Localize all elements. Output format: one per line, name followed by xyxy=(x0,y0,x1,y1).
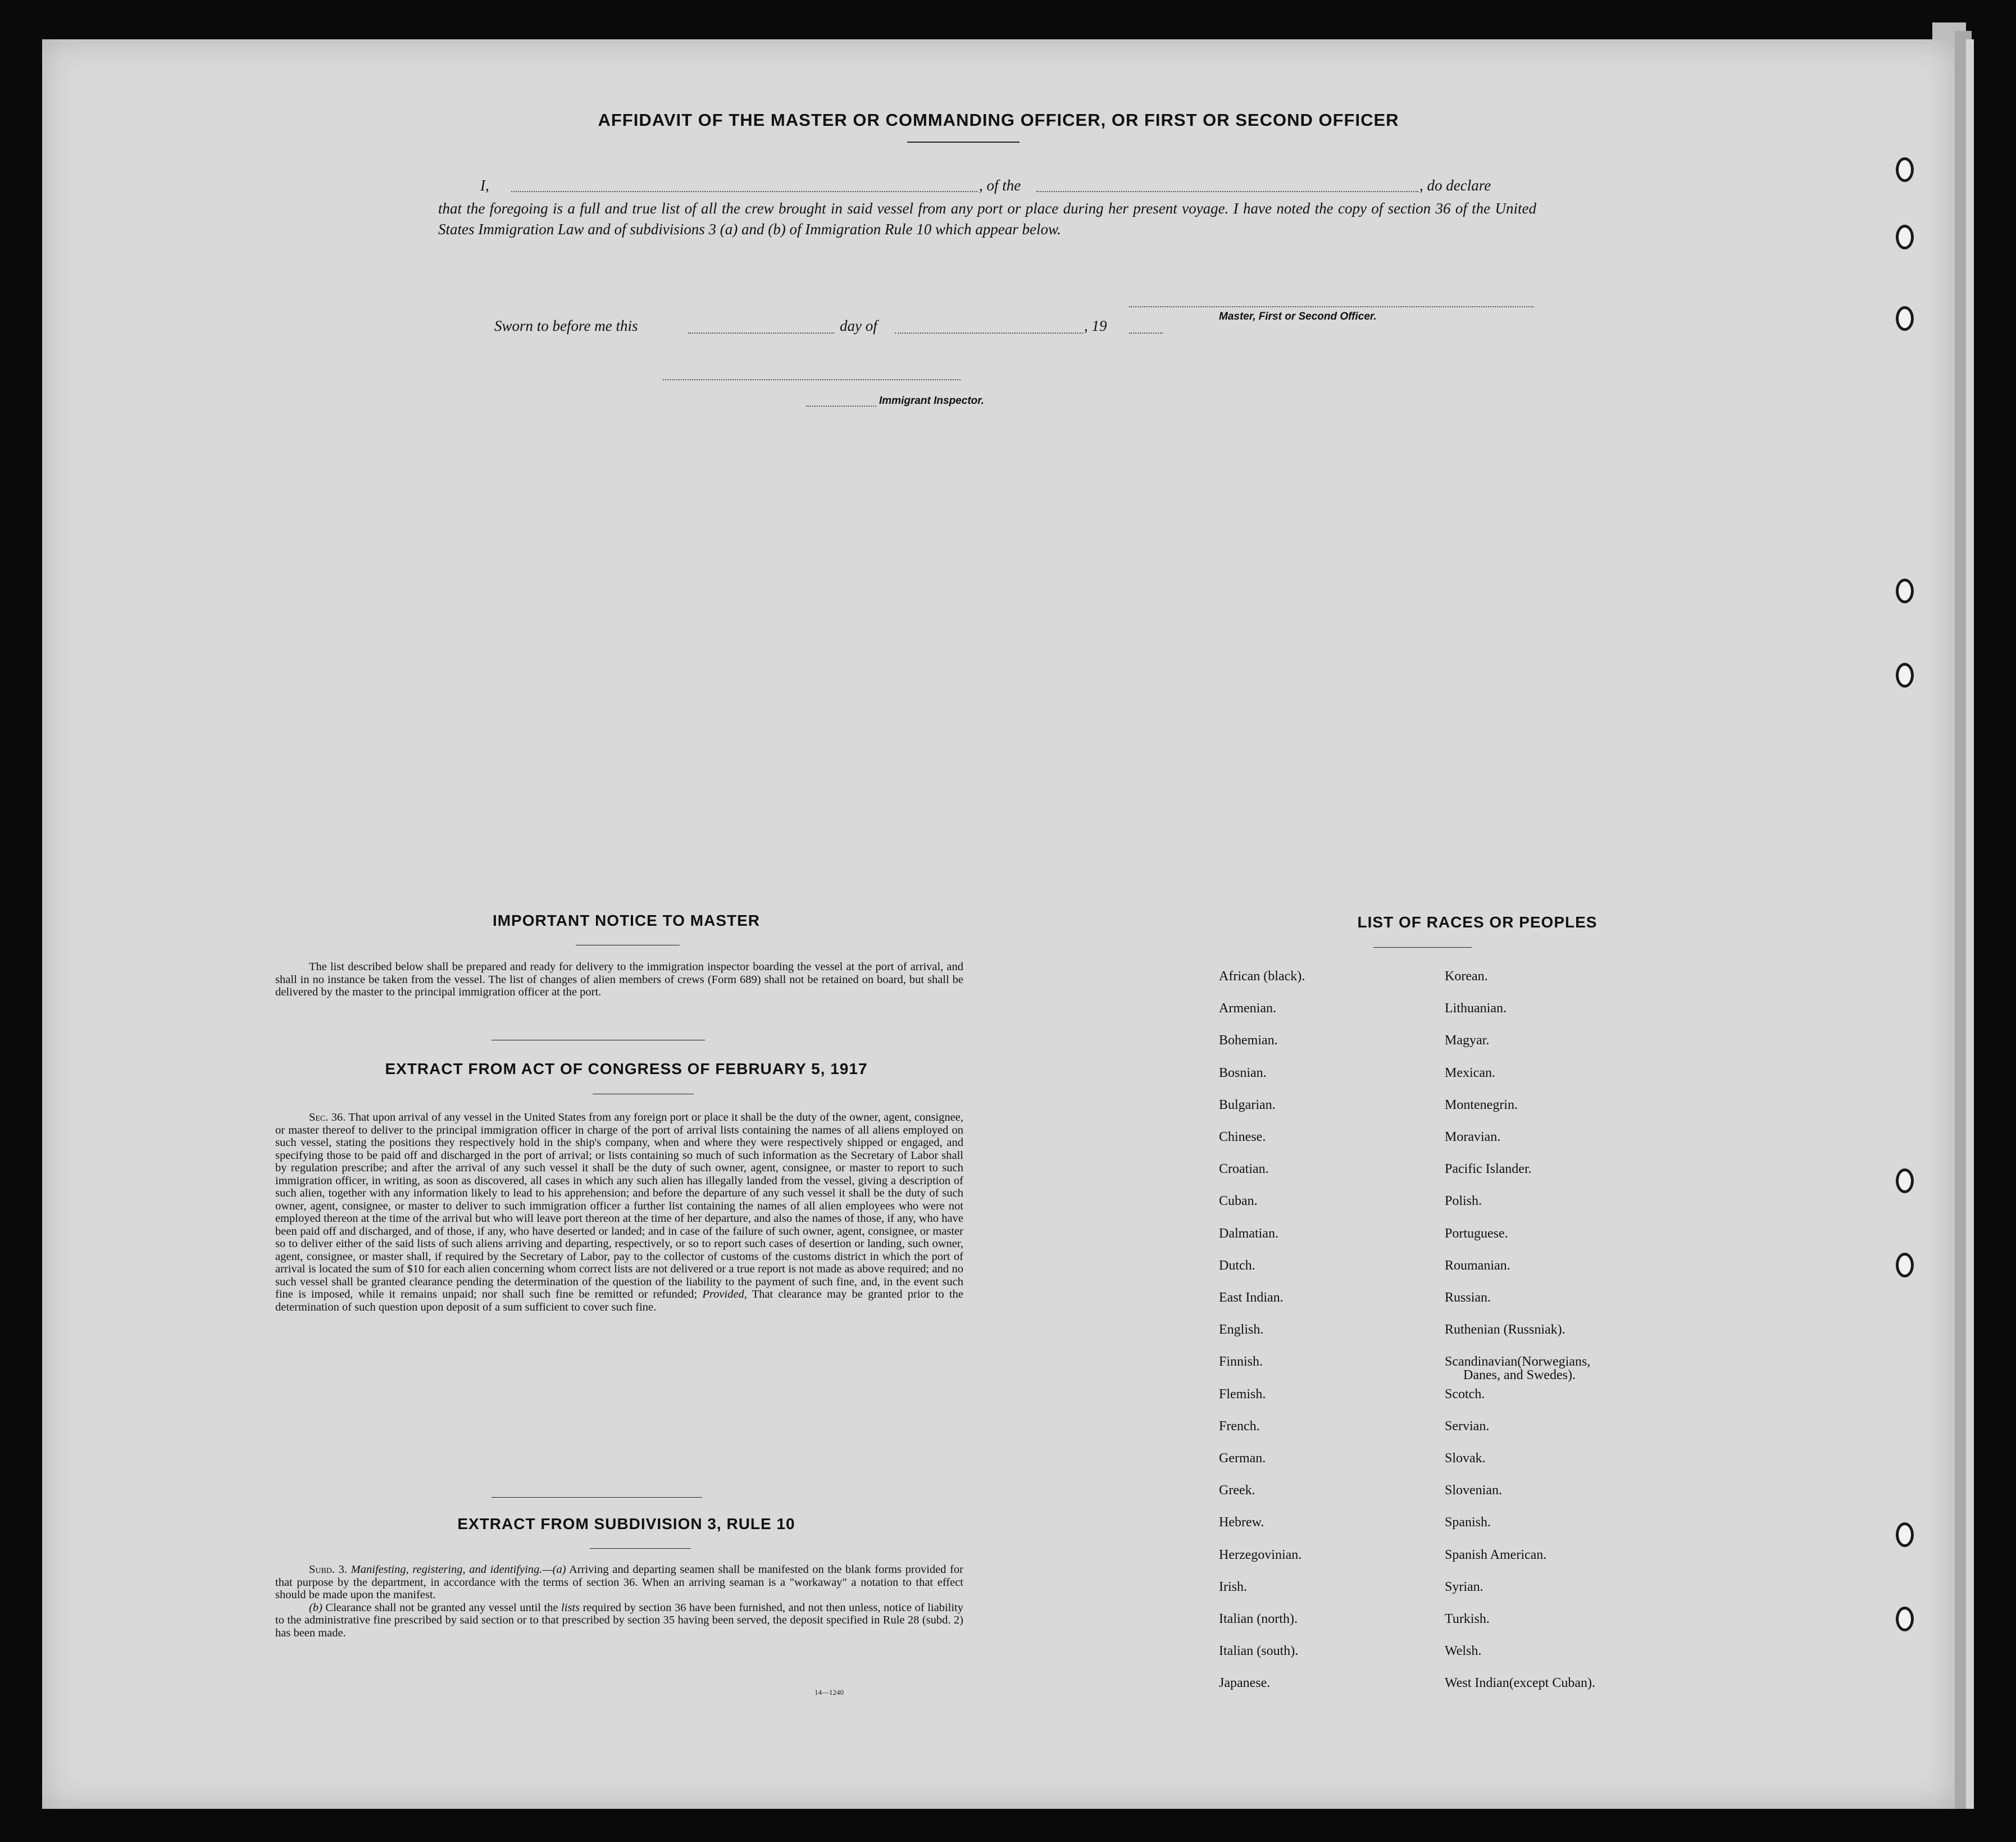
rule-text-b1: Clearance shall not be granted any vessel until the xyxy=(325,1601,558,1614)
notice-section xyxy=(275,961,963,999)
race-item: Moravian. xyxy=(1445,1130,1501,1144)
sworn-year-field[interactable] xyxy=(1129,333,1163,334)
race-item: Finnish. xyxy=(1219,1354,1263,1370)
race-item: Irish. xyxy=(1219,1579,1247,1594)
race-item: Lithuanian. xyxy=(1445,1001,1507,1016)
race-item: Scotch. xyxy=(1445,1386,1485,1402)
race-item: Cuban. xyxy=(1219,1194,1258,1209)
rule-text-b2: required by section 36 have been furnished, and not then unless, notice of liability to the administrative fine prescribed by said section or to that prescribed by section 35 having been served, the deposit specified in Rule 28 (subd. 2) has been made. xyxy=(275,1601,963,1639)
rule-title-underline xyxy=(590,1548,691,1549)
race-item: Chinese. xyxy=(1219,1130,1266,1144)
race-item: Servian. xyxy=(1445,1418,1490,1434)
race-item: Turkish. xyxy=(1445,1612,1490,1626)
section-divider xyxy=(492,1497,702,1498)
act-extract-text xyxy=(275,1111,963,1313)
declarant-name-field[interactable] xyxy=(511,191,977,192)
lists-word: lists xyxy=(561,1601,580,1614)
race-item: Italian (south). xyxy=(1219,1644,1299,1659)
race-item: Dutch. xyxy=(1219,1258,1255,1273)
race-item: Mexican. xyxy=(1445,1065,1495,1080)
punch-hole-icon xyxy=(1896,225,1914,249)
rule-text-a: Arriving and departing seamen shall be manifested on the blank forms provided for that purpose by the department, in accordance with the terms of section 36. When an arriving seaman is a "workaway" a notation to that effect should be made upon the manifest. xyxy=(275,1563,963,1601)
inspector-signature-label: Immigrant Inspector. xyxy=(879,395,984,407)
vessel-name-field[interactable] xyxy=(1036,191,1418,192)
punch-hole-icon xyxy=(1896,157,1914,182)
sworn-day-field[interactable] xyxy=(688,333,834,334)
punch-hole-icon xyxy=(1896,1168,1914,1193)
master-signature-label: Master, First or Second Officer. xyxy=(1219,311,1377,322)
race-item: Syrian. xyxy=(1445,1579,1483,1594)
notice-title: IMPORTANT NOTICE TO MASTER xyxy=(492,912,761,929)
punch-hole-icon xyxy=(1896,1607,1914,1631)
affidavit-i-label: I, xyxy=(480,177,489,194)
sworn-month-field[interactable] xyxy=(895,333,1083,334)
race-item: Korean. xyxy=(1445,969,1488,984)
races-title-underline xyxy=(1373,947,1472,948)
inspector-lead-dots xyxy=(806,406,876,407)
notice-text: The list described below shall be prepared and ready for delivery to the immigration inspector boarding the vessel at the port of arrival, and shall in no instance be taken from the vessel. The list of changes of alien members of crews (Form 689) shall not be retained on board, but shall be delivered by the master to the principal immigration officer at the port. xyxy=(275,961,963,998)
subd-label: Subd. 3. xyxy=(309,1563,348,1576)
punch-hole-icon xyxy=(1896,306,1914,331)
title-underline xyxy=(907,142,1020,143)
act-text-main: That upon arrival of any vessel in the United States from any foreign port or place it shall be the duty of the owner, agent, consignee, or master thereof to deliver to the principal immigration officer in charge of the port of arrival lists containing the names of all aliens employed on such vessel, stating the positions they respectively hold in the ship's company, when and where they were respectively shipped or engaged, and specifying those to be paid off and discharged in the port of arrival; or lists containing so much of such information as the Secretary of Labor shall by regulation prescribe; and after the arrival of any such vessel it shall be the duty of such owner, agent, consignee, or master to report to such immigration officer, in writing, as soon as discovered, all cases in which any such alien has illegally landed from the vessel, giving a description of such alien, together with any information likely to lead to his apprehension; and before the departure of any such vessel it shall be the duty of such owner, agent, consignee, or master to deliver to such immigration officer a further list containing the names of all alien employees who were not employed thereon at the time of the arrival but who will leave port thereon at the time of her departure, and also the names of those, if any, who have been paid off and discharged, and of those, if any, who have deserted or landed; and in case of the failure of such owner, agent, consignee, or master so to deliver either of the said lists of such aliens arriving and departing, respectively, or so to report such cases of desertion or landing, such owner, agent, consignee, or master shall, if required by the Secretary of Labor, pay to the collector of customs of the customs district in which the port of arrival is located the sum of $10 for each alien concerning whom correct lists are not delivered or a true report is not made as above required; and no such vessel shall be granted clearance pending the determination of the question of the liability to the payment of such fine, and, in the event such fine is imposed, while it remains unpaid; nor shall such fine be remitted or refunded; xyxy=(275,1111,963,1300)
punch-hole-icon xyxy=(1896,1253,1914,1277)
race-item: Slovak. xyxy=(1445,1451,1486,1466)
race-item: Bulgarian. xyxy=(1219,1097,1276,1112)
punch-hole-icon xyxy=(1896,663,1914,688)
race-item: Spanish American. xyxy=(1445,1547,1547,1562)
act-text-end: That clearance may be granted prior to the determination of such question upon deposit of a sum sufficient to cover such fine. xyxy=(275,1288,964,1313)
race-item: German. xyxy=(1219,1451,1266,1466)
master-signature-field[interactable] xyxy=(1129,306,1533,307)
races-title: LIST OF RACES OR PEOPLES xyxy=(1357,913,1598,931)
punch-hole-icon xyxy=(1896,579,1914,603)
page-stack-edge xyxy=(1966,39,1974,1809)
race-item: English. xyxy=(1219,1322,1264,1338)
race-item: Slovenian. xyxy=(1445,1483,1502,1498)
sec-label: Sec. 36. xyxy=(309,1111,346,1124)
affidavit-do-declare-label: , do declare xyxy=(1419,177,1491,194)
b-label: (b) xyxy=(309,1601,322,1614)
race-item: Italian (north). xyxy=(1219,1612,1298,1626)
race-item: Polish. xyxy=(1445,1194,1482,1209)
act-extract-title: EXTRACT FROM ACT OF CONGRESS OF FEBRUARY 5, 1917 xyxy=(385,1060,868,1077)
act-extract-section xyxy=(275,1111,963,1313)
rule-extract-text-a xyxy=(275,1563,963,1602)
day-of-label: day of xyxy=(840,317,877,334)
race-item: African (black). xyxy=(1219,969,1305,984)
form-number: 14—1240 xyxy=(814,1688,844,1697)
race-item: Armenian. xyxy=(1219,1001,1276,1016)
race-item: West Indian(except Cuban). xyxy=(1445,1676,1595,1691)
race-item: Japanese. xyxy=(1219,1676,1271,1691)
race-item: Herzegovinian. xyxy=(1219,1547,1302,1562)
year-label: , 19 xyxy=(1084,317,1107,334)
race-item: Scandinavian(Norwegians, xyxy=(1445,1354,1591,1370)
rule-extract-text-b xyxy=(275,1602,963,1640)
affidavit-title: AFFIDAVIT OF THE MASTER OR COMMANDING OFFICER, OR FIRST OR SECOND OFFICER xyxy=(598,110,1399,130)
affidavit-of-the-label: , of the xyxy=(979,177,1021,194)
inspector-signature-field[interactable] xyxy=(663,379,961,380)
race-item: Portuguese. xyxy=(1445,1226,1508,1241)
race-item: French. xyxy=(1219,1418,1260,1434)
race-item: Montenegrin. xyxy=(1445,1097,1518,1112)
race-item: Spanish. xyxy=(1445,1515,1491,1530)
rule-extract-section xyxy=(275,1563,963,1639)
race-item: Greek. xyxy=(1219,1483,1255,1498)
race-item: Hebrew. xyxy=(1219,1515,1264,1530)
race-item: Russian. xyxy=(1445,1290,1491,1305)
race-item: Roumanian. xyxy=(1445,1258,1510,1273)
affidavit-declaration-text: that the foregoing is a full and true list of all the crew brought in said vessel from any port or place during her present voyage. I have noted the copy of section 36 of the United States Immigration Law and of subdivisions 3 (a) and (b) of Immigration Rule 10 which appear below. xyxy=(438,200,1536,238)
subd-heading: Manifesting, registering, and identifying.—(a) xyxy=(351,1563,566,1576)
race-item: Welsh. xyxy=(1445,1644,1482,1659)
punch-hole-icon xyxy=(1896,1522,1914,1547)
race-item: Danes, and Swedes). xyxy=(1463,1368,1576,1383)
sworn-label: Sworn to before me this xyxy=(494,317,638,334)
race-item: Magyar. xyxy=(1445,1033,1490,1048)
race-item: Croatian. xyxy=(1219,1162,1269,1177)
race-item: Flemish. xyxy=(1219,1386,1266,1402)
document-page xyxy=(42,39,1955,1809)
provided-label: Provided, xyxy=(702,1288,747,1300)
race-item: Bosnian. xyxy=(1219,1065,1267,1080)
race-item: Ruthenian (Russniak). xyxy=(1445,1322,1566,1338)
race-item: East Indian. xyxy=(1219,1290,1284,1305)
race-item: Pacific Islander. xyxy=(1445,1162,1532,1177)
race-item: Bohemian. xyxy=(1219,1033,1278,1048)
rule-extract-title: EXTRACT FROM SUBDIVISION 3, RULE 10 xyxy=(457,1515,795,1532)
race-item: Dalmatian. xyxy=(1219,1226,1278,1241)
